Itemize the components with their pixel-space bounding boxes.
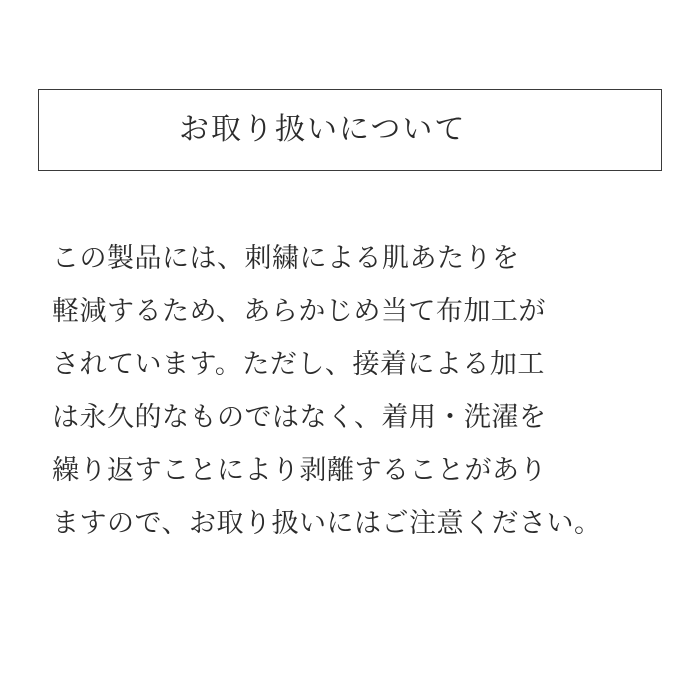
heading-box [38,89,662,171]
care-instructions-body [52,232,652,550]
body-line: 軽減するため、あらかじめ当て布加工が [52,296,546,326]
body-line: この製品には、刺繍による肌あたりを [52,243,520,273]
body-line: 繰り返すことにより剥離することがあり [52,455,547,485]
page-title: お取り扱いについて [179,113,467,146]
body-line: ますので、お取り扱いにはご注意ください。 [52,508,602,538]
body-line: は永久的なものではなく、着用・洗濯を [52,402,547,432]
body-line: されています。ただし、接着による加工 [52,349,545,379]
